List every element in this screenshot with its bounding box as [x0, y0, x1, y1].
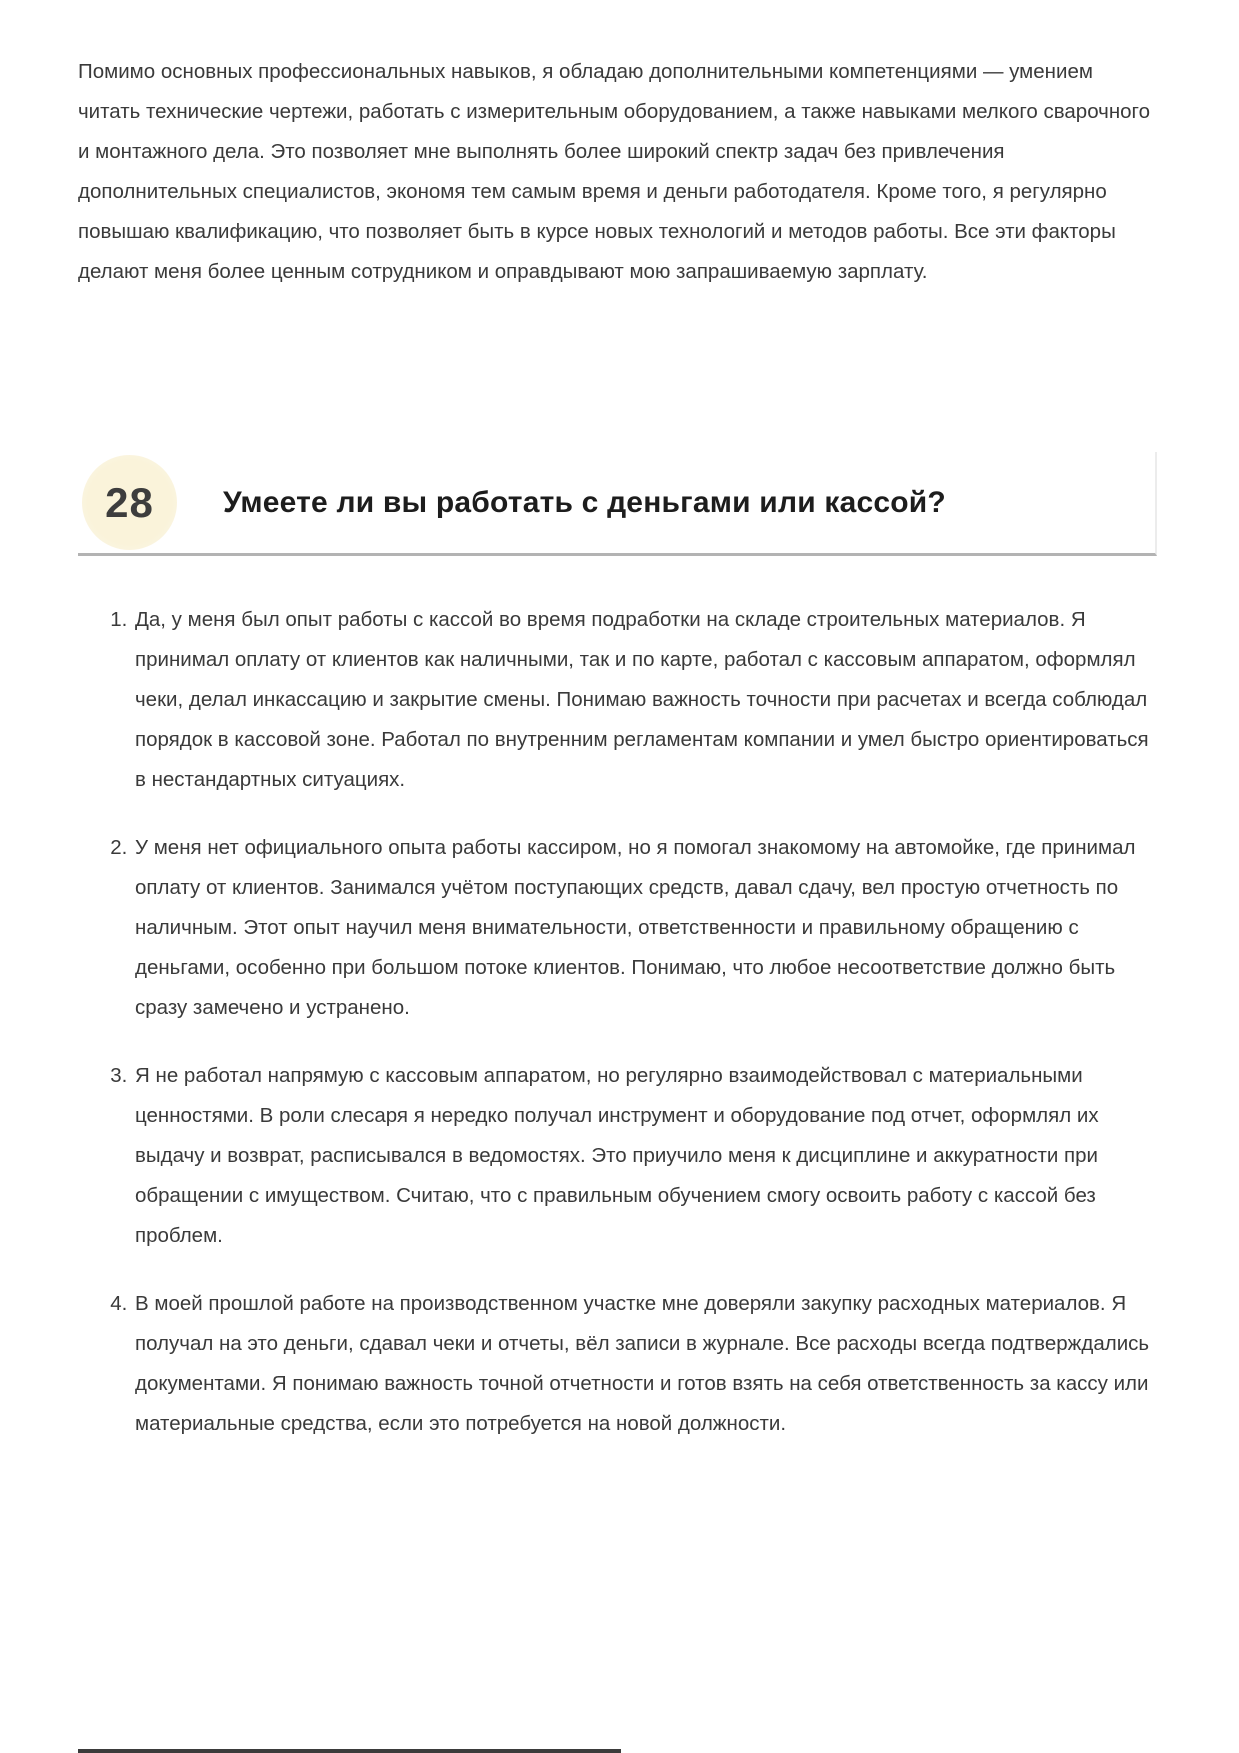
question-number: 28 [105, 478, 154, 526]
question-header [78, 452, 1157, 556]
list-item: 1. Да, у меня был опыт работы с кассой во время подработки на складе строительных материалов. Я принимал оплату от клиентов как наличными, так и по карте, работал с кассовым аппаратом, оформлял чеки, делал инкассацию и закрытие смены. Понимаю важность точности при расчетах и всегда соблюдал порядок в кассовой зоне. Работал по внутренним регламентам компании и умел быстро ориентироваться в нестандартных ситуациях. [133, 600, 1160, 800]
intro-paragraph: Помимо основных профессиональных навыков, я обладаю дополнительными компетенциями — умением читать технические чертежи, работать с измерительным оборудованием, а также навыками мелкого сварочного и монтажного дела. Это позволяет мне выполнять более широкий спектр задач без привлечения дополнительных специалистов, экономя тем самым время и деньги работодателя. Кроме того, я регулярно повышаю квалификацию, что позволяет быть в курсе новых технологий и методов работы. Все эти факторы делают меня более ценным сотрудником и оправдывают мою запрашиваемую зарплату. [78, 60, 1150, 283]
question-number-badge [82, 455, 177, 550]
list-item: 2. У меня нет официального опыта работы кассиром, но я помогал знакомому на автомойке, где принимал оплату от клиентов. Занимался учётом поступающих средств, давал сдачу, вел простую отчетность по наличным. Этот опыт научил меня внимательности, ответственности и правильному обращению с деньгами, особенно при большом потоке клиентов. Понимаю, что любое несоответствие должно быть сразу замечено и устранено. [133, 828, 1160, 1028]
list-item: 4. В моей прошлой работе на производственном участке мне доверяли закупку расходных материалов. Я получал на это деньги, сдавал чеки и отчеты, вёл записи в журнале. Все расходы всегда подтверждались документами. Я понимаю важность точной отчетности и готов взять на себя ответственность за кассу или материальные средства, если это потребуется на новой должности. [133, 1284, 1160, 1444]
question-title: Умеете ли вы работать с деньгами или кассой? [223, 485, 946, 519]
answers-list [78, 600, 1160, 1444]
list-item: 3. Я не работал напрямую с кассовым аппаратом, но регулярно взаимодействовал с материальными ценностями. В роли слесаря я нередко получал инструмент и оборудование под отчет, оформлял их выдачу и возврат, расписывался в ведомостях. Это приучило меня к дисциплине и аккуратности при обращении с имуществом. Считаю, что с правильным обучением смогу освоить работу с кассой без проблем. [133, 1056, 1160, 1256]
reading-progress-bar [78, 1749, 621, 1753]
